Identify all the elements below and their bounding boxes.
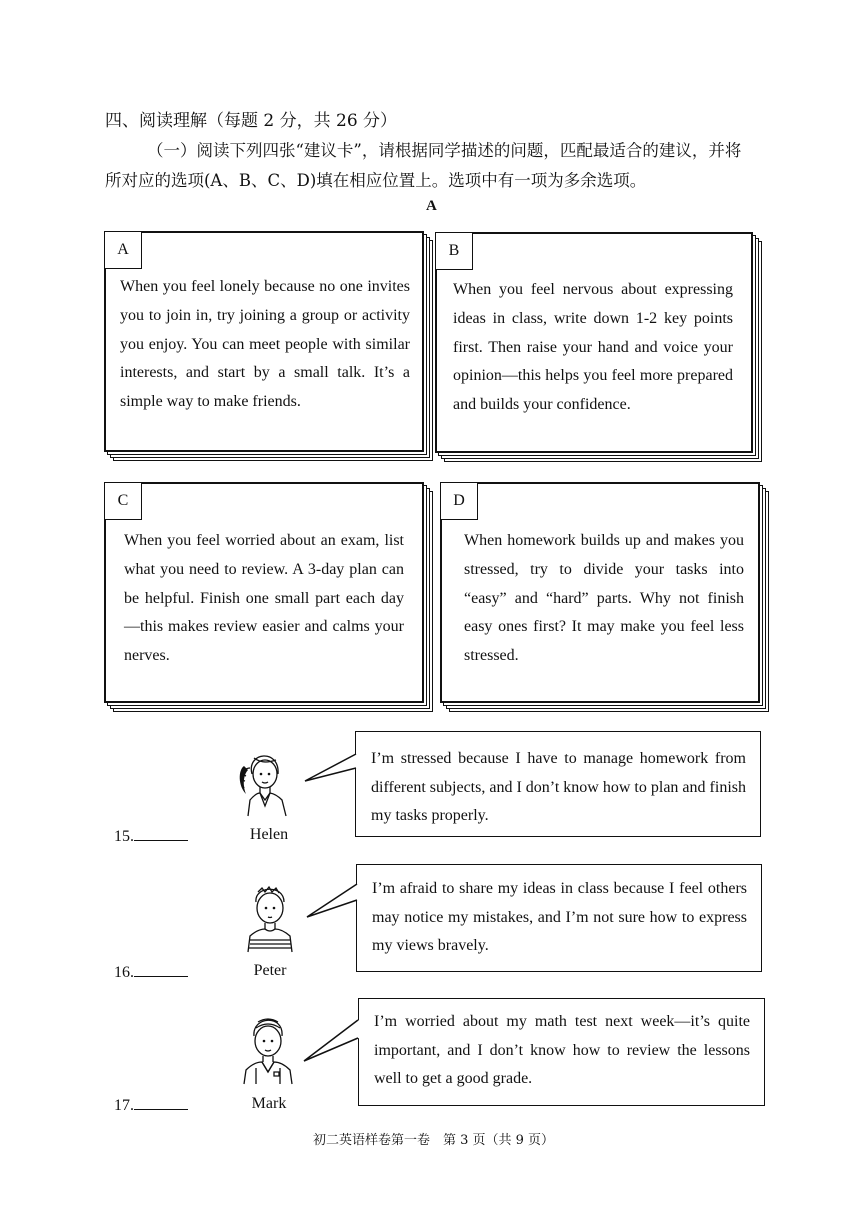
card-text: When you feel lonely because no one invites you to join in, try joining a group or activity you enjoy. You can meet people with similar interests, and start by a small talk. It’s a simple way to make friends. bbox=[120, 278, 410, 411]
card-label: B bbox=[435, 232, 473, 270]
section-instructions bbox=[105, 136, 770, 196]
student-name-peter: Peter bbox=[253, 962, 287, 979]
question-number: 15. bbox=[114, 828, 134, 845]
card-text: When you feel worried about an exam, list what you need to review. A 3-day plan can be helpful. Finish one small part each day—this makes review easier and calms your nerves. bbox=[124, 532, 404, 665]
instruction-line-1: （一）阅读下列四张“建议卡”，请根据同学描述的问题，匹配最适合的建议，并将 bbox=[147, 141, 742, 160]
answer-blank[interactable] bbox=[134, 826, 188, 841]
student-name-mark: Mark bbox=[251, 1095, 287, 1112]
page-footer: 初二英语样卷第一卷 第 3 页（共 9 页） bbox=[312, 1133, 555, 1148]
advice-card-a bbox=[104, 231, 424, 452]
student-name-helen: Helen bbox=[249, 826, 289, 843]
boy-avatar-icon bbox=[234, 1010, 302, 1086]
question-number: 16. bbox=[114, 964, 134, 981]
bubble-tail bbox=[303, 1018, 360, 1066]
answer-blank[interactable] bbox=[134, 962, 188, 977]
question-17 bbox=[114, 1095, 188, 1115]
section-title: 四、阅读理解（每题 2 分，共 26 分） bbox=[105, 111, 398, 131]
instruction-line-2: 所对应的选项(A、B、C、D)填在相应位置上。选项中有一项为多余选项。 bbox=[105, 171, 647, 190]
advice-card-c bbox=[104, 482, 424, 703]
card-label: D bbox=[440, 482, 478, 520]
bubble-tail bbox=[304, 752, 358, 792]
question-16 bbox=[114, 962, 188, 982]
card-label: C bbox=[104, 482, 142, 520]
speech-bubble-helen bbox=[355, 731, 761, 837]
girl-avatar-icon bbox=[230, 744, 300, 819]
question-15 bbox=[114, 826, 188, 846]
bubble-text: I’m worried about my math test next week—it’s quite important, and I don’t know how to review the lessons well to get a good grade. bbox=[374, 1013, 750, 1087]
card-label: A bbox=[104, 231, 142, 269]
question-number: 17. bbox=[114, 1097, 134, 1114]
speech-bubble-peter bbox=[356, 864, 762, 972]
card-text: When you feel nervous about expressing ideas in class, write down 1-2 key points first. Then raise your hand and voice your opinion—this helps you feel more prepared and builds your confidence. bbox=[453, 281, 733, 414]
speech-bubble-mark bbox=[358, 998, 765, 1106]
answer-blank[interactable] bbox=[134, 1095, 188, 1110]
boy-avatar-icon bbox=[236, 878, 304, 954]
bubble-tail bbox=[306, 882, 359, 922]
advice-card-d bbox=[440, 482, 760, 703]
card-text: When homework builds up and makes you stressed, try to divide your tasks into “easy” and “hard” parts. Why not finish easy ones first? It may make you feel less stressed. bbox=[464, 532, 744, 665]
bubble-text: I’m afraid to share my ideas in class because I feel others may notice my mistakes, and I’m not sure how to express my views bravely. bbox=[372, 880, 747, 954]
advice-card-b bbox=[435, 232, 753, 453]
part-label: A bbox=[426, 198, 437, 214]
bubble-text: I’m stressed because I have to manage homework from different subjects, and I don’t know how to plan and finish my tasks properly. bbox=[371, 750, 746, 824]
